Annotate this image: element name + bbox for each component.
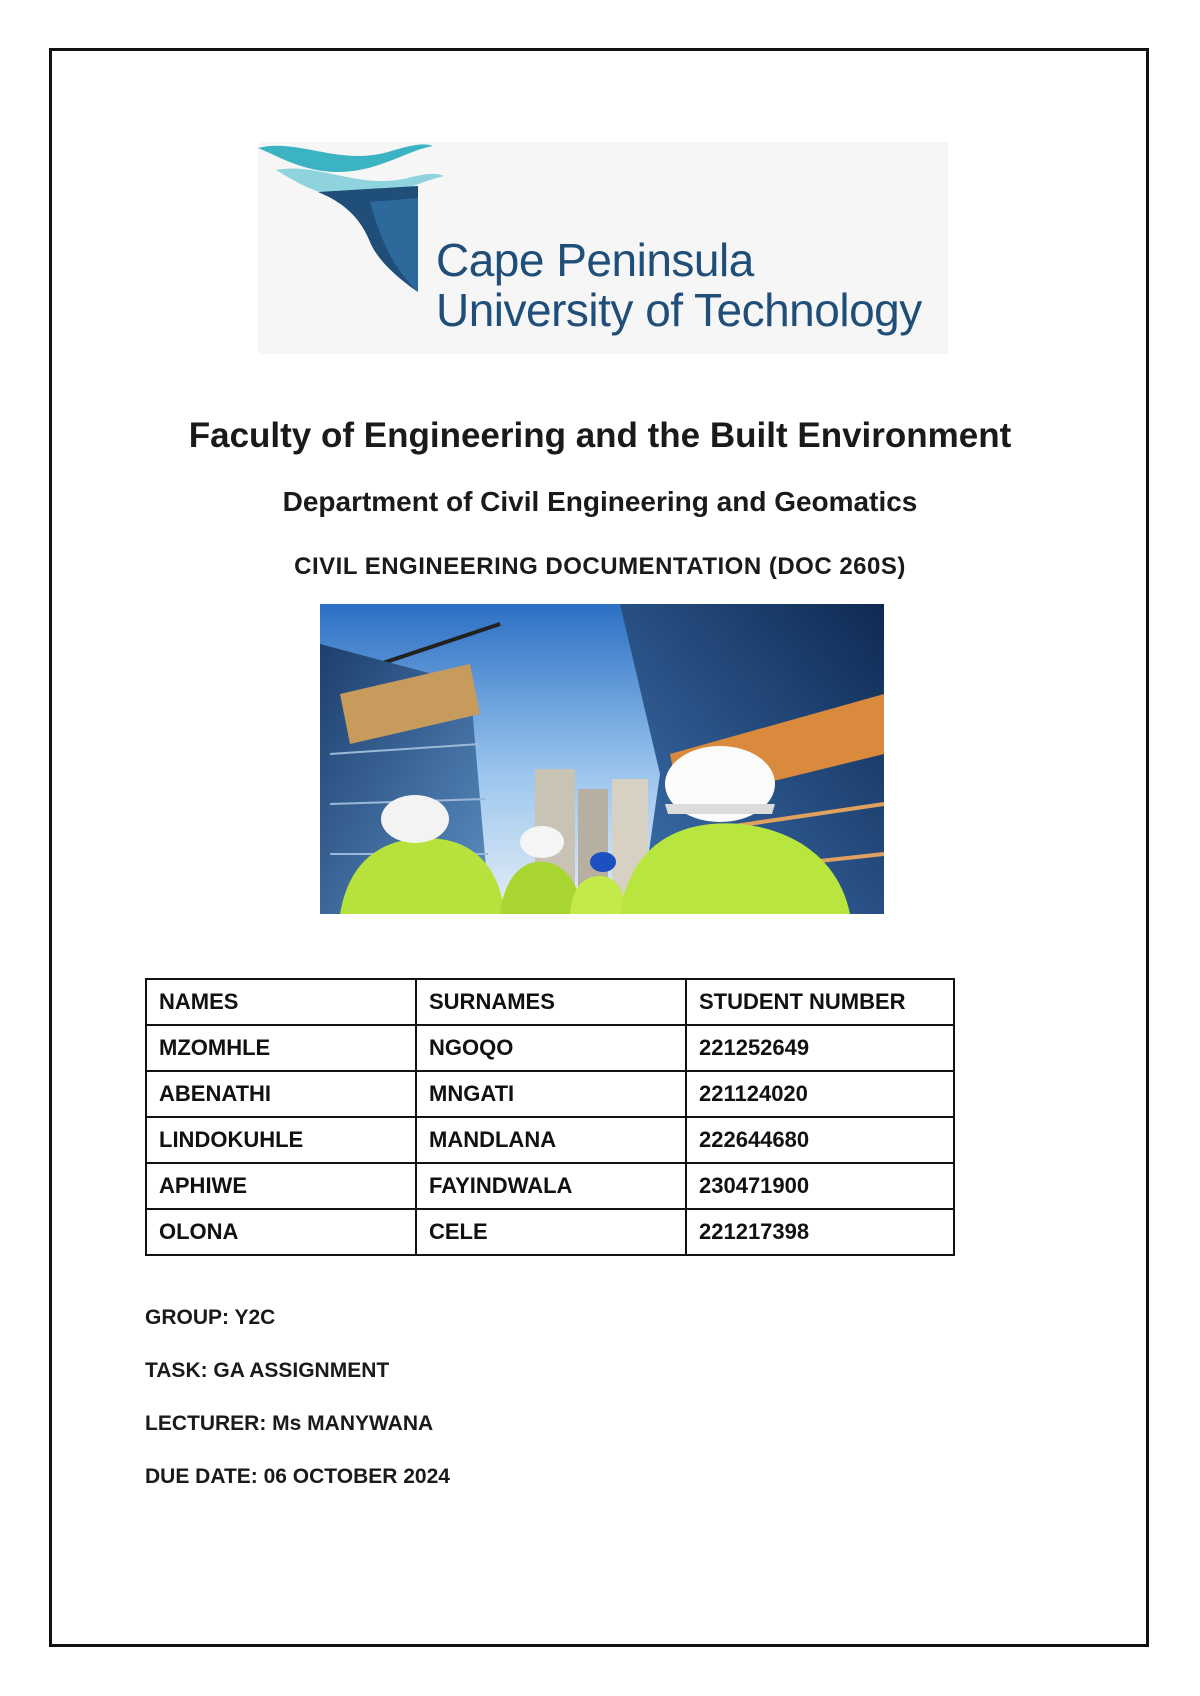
group-label: GROUP: Y2C bbox=[145, 1306, 276, 1329]
cell-student-number: 222644680 bbox=[686, 1117, 954, 1163]
table-row bbox=[146, 1163, 954, 1209]
cell-name: LINDOKUHLE bbox=[146, 1117, 416, 1163]
cell-surname: MNGATI bbox=[416, 1071, 686, 1117]
logo-name-line2: University of Technology bbox=[436, 284, 922, 336]
course-title: CIVIL ENGINEERING DOCUMENTATION (DOC 260S) bbox=[294, 553, 906, 580]
task-label: TASK: GA ASSIGNMENT bbox=[145, 1359, 390, 1382]
logo-name-line1: Cape Peninsula bbox=[436, 234, 754, 286]
header-student-number: STUDENT NUMBER bbox=[686, 979, 954, 1025]
lecturer-label: LECTURER: Ms MANYWANA bbox=[145, 1412, 434, 1435]
faculty-title: Faculty of Engineering and the Built Environment bbox=[188, 416, 1012, 455]
header-names: NAMES bbox=[146, 979, 416, 1025]
table-row bbox=[146, 1117, 954, 1163]
header-surnames: SURNAMES bbox=[416, 979, 686, 1025]
department-title: Department of Civil Engineering and Geomatics bbox=[282, 486, 918, 517]
cell-surname: CELE bbox=[416, 1209, 686, 1255]
table-header-row bbox=[146, 979, 954, 1025]
cell-name: MZOMHLE bbox=[146, 1025, 416, 1071]
cell-student-number: 230471900 bbox=[686, 1163, 954, 1209]
cell-name: ABENATHI bbox=[146, 1071, 416, 1117]
cell-name: OLONA bbox=[146, 1209, 416, 1255]
cell-surname: FAYINDWALA bbox=[416, 1163, 686, 1209]
student-table bbox=[145, 978, 955, 1256]
construction-workers-photo bbox=[320, 604, 884, 914]
cell-surname: MANDLANA bbox=[416, 1117, 686, 1163]
cell-surname: NGOQO bbox=[416, 1025, 686, 1071]
table-row bbox=[146, 1025, 954, 1071]
due-date-label: DUE DATE: 06 OCTOBER 2024 bbox=[145, 1465, 450, 1488]
cell-student-number: 221217398 bbox=[686, 1209, 954, 1255]
table-row bbox=[146, 1071, 954, 1117]
cell-name: APHIWE bbox=[146, 1163, 416, 1209]
university-logo bbox=[258, 142, 948, 354]
cell-student-number: 221252649 bbox=[686, 1025, 954, 1071]
cell-student-number: 221124020 bbox=[686, 1071, 954, 1117]
table-row bbox=[146, 1209, 954, 1255]
